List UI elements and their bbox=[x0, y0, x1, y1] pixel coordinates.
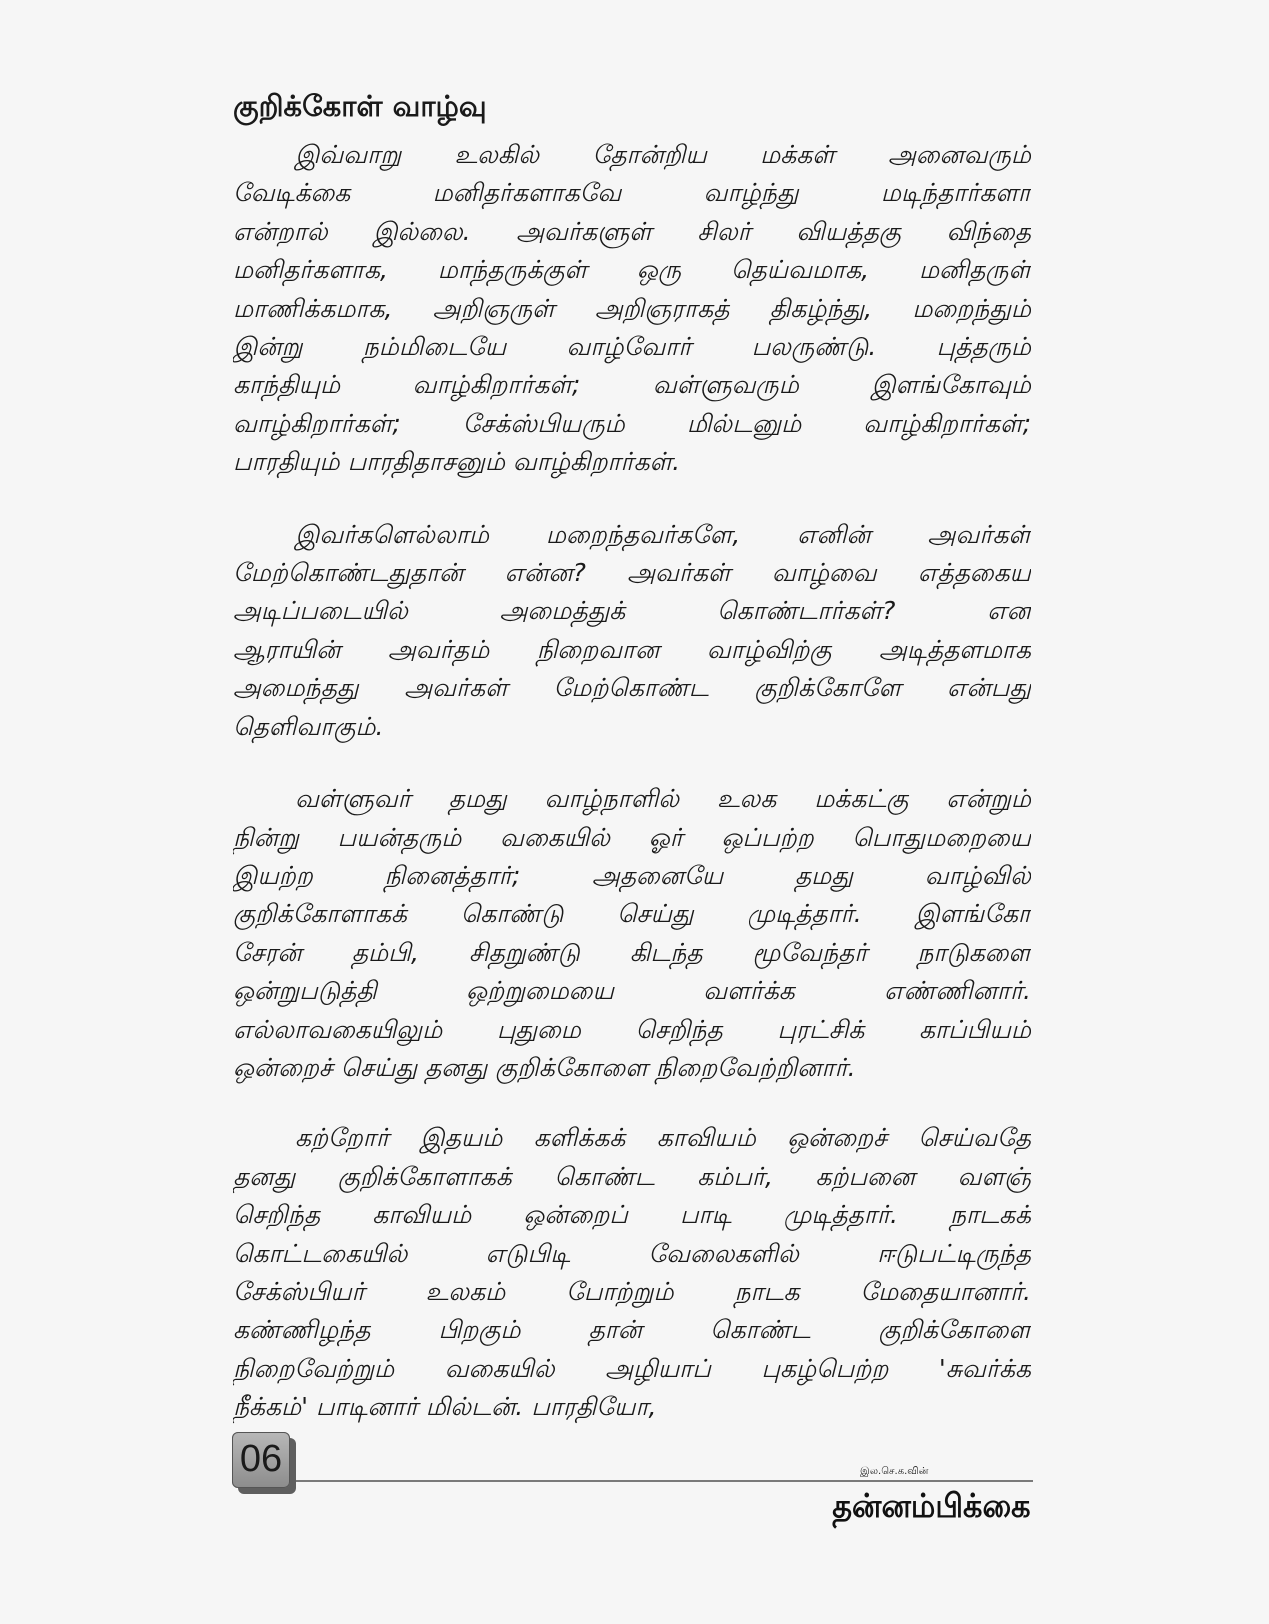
paragraph-line: இன்று நம்மிடையே வாழ்வோர் பலருண்டு. புத்தரும் bbox=[233, 332, 1031, 362]
paragraph-line: செறிந்த காவியம் ஒன்றைப் பாடி முடித்தார். நாடகக் bbox=[233, 1200, 1031, 1230]
paragraph-line: வாழ்கிறார்கள்; சேக்ஸ்பியரும் மில்டனும் வாழ்கிறார்கள்; bbox=[233, 408, 1031, 438]
footer-rule bbox=[296, 1480, 1033, 1482]
paragraph-1 bbox=[233, 136, 1031, 482]
paragraph-line: தெளிவாகும். bbox=[233, 711, 384, 741]
paragraph-line: இவர்களெல்லாம் மறைந்தவர்களே, எனின் அவர்கள் bbox=[295, 519, 1031, 549]
paragraph-line: குறிக்கோளாகக் கொண்டு செய்து முடித்தார். இளங்கோ bbox=[233, 899, 1031, 929]
paragraph-line: தனது குறிக்கோளாகக் கொண்ட கம்பர், கற்பனை வளஞ் bbox=[233, 1161, 1031, 1191]
paragraph-line: காந்தியும் வாழ்கிறார்கள்; வள்ளுவரும் இளங்கோவும் bbox=[233, 370, 1031, 400]
paragraph-4 bbox=[233, 1119, 1031, 1426]
paragraph-line: அமைந்தது அவர்கள் மேற்கொண்ட குறிக்கோளே என்பது bbox=[233, 673, 1031, 703]
page-number: 06 bbox=[239, 1438, 283, 1480]
paragraph-line: நிறைவேற்றும் வகையில் அழியாப் புகழ்பெற்ற 'சுவர்க்க bbox=[233, 1353, 1031, 1383]
paragraph-line: ஒன்றுபடுத்தி ஒற்றுமையை வளர்க்க எண்ணினார். bbox=[233, 976, 1031, 1006]
paragraph-line: வேடிக்கை மனிதர்களாகவே வாழ்ந்து மடிந்தார்களா bbox=[233, 178, 1031, 208]
paragraph-line: ஒன்றைச் செய்து தனது குறிக்கோளை நிறைவேற்றினார். bbox=[233, 1052, 856, 1082]
paragraph-line: நீக்கம்' பாடினார் மில்டன். பாரதியோ, bbox=[233, 1392, 657, 1422]
paragraph-line: மனிதர்களாக, மாந்தருக்குள் ஒரு தெய்வமாக, மனிதருள் bbox=[233, 255, 1031, 285]
section-heading: குறிக்கோள் வாழ்வு bbox=[233, 89, 487, 123]
paragraph-line: கண்ணிழந்த பிறகும் தான் கொண்ட குறிக்கோளை bbox=[233, 1315, 1031, 1345]
page-number-badge bbox=[232, 1432, 290, 1488]
author-label: இல.செ.க.வின் bbox=[860, 1466, 929, 1477]
paragraph-line: எல்லாவகையிலும் புதுமை செறிந்த புரட்சிக் காப்பியம் bbox=[233, 1014, 1031, 1044]
paragraph-3 bbox=[233, 780, 1031, 1087]
paragraph-line: வள்ளுவர் தமது வாழ்நாளில் உலக மக்கட்கு என்றும் bbox=[295, 784, 1031, 814]
paragraph-line: அடிப்படையில் அமைத்துக் கொண்டார்கள்? என bbox=[233, 596, 1031, 626]
body-text bbox=[233, 136, 1031, 1461]
paragraph-line: மேற்கொண்டதுதான் என்ன? அவர்கள் வாழ்வை எத்தகைய bbox=[233, 558, 1031, 588]
paragraph-line: மாணிக்கமாக, அறிஞருள் அறிஞராகத் திகழ்ந்து, மறைந்தும் bbox=[233, 293, 1031, 323]
paragraph-line: சேரன் தம்பி, சிதறுண்டு கிடந்த மூவேந்தர் நாடுகளை bbox=[233, 937, 1031, 967]
paragraph-line: என்றால் இல்லை. அவர்களுள் சிலர் வியத்தகு விந்தை bbox=[233, 216, 1031, 246]
paragraph-2 bbox=[233, 516, 1031, 746]
paragraph-line: இயற்ற நினைத்தார்; அதனையே தமது வாழ்வில் bbox=[233, 860, 1031, 890]
paragraph-line: கொட்டகையில் எடுபிடி வேலைகளில் ஈடுபட்டிருந்த bbox=[233, 1238, 1031, 1268]
paragraph-line: சேக்ஸ்பியர் உலகம் போற்றும் நாடக மேதையானார். bbox=[233, 1276, 1031, 1306]
paragraph-line: ஆராயின் அவர்தம் நிறைவான வாழ்விற்கு அடித்தளமாக bbox=[233, 634, 1031, 664]
publication-masthead: தன்னம்பிக்கை bbox=[832, 1486, 1031, 1525]
paragraph-line: இவ்வாறு உலகில் தோன்றிய மக்கள் அனைவரும் bbox=[295, 140, 1031, 169]
paragraph-line: பாரதியும் பாரதிதாசனும் வாழ்கிறார்கள். bbox=[233, 447, 681, 477]
paragraph-line: நின்று பயன்தரும் வகையில் ஓர் ஒப்பற்ற பொதுமறையை bbox=[233, 822, 1031, 852]
paragraph-line: கற்றோர் இதயம் களிக்கக் காவியம் ஒன்றைச் செய்வதே bbox=[295, 1123, 1031, 1153]
